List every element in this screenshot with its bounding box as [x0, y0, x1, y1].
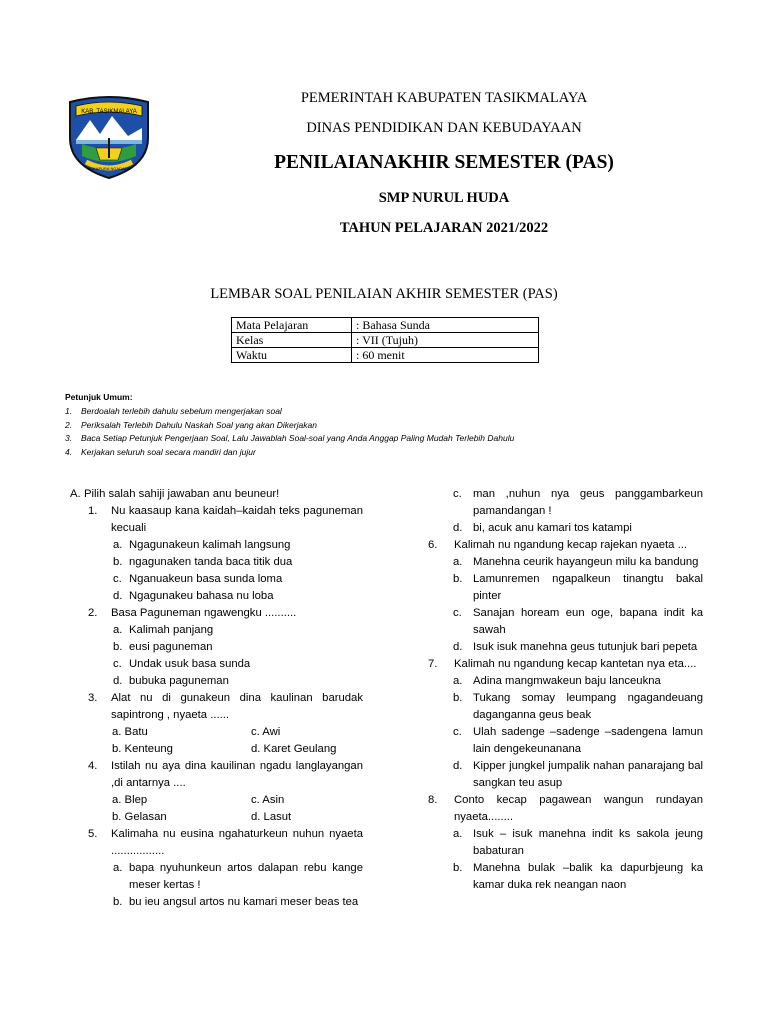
option-a: a. Isuk – isuk manehna indit ks sakola jeung babaturan — [453, 828, 703, 857]
exam-info-table — [231, 317, 539, 363]
option-a: a. Manehna ceurik hayangeun milu ka bandung — [453, 556, 699, 568]
option-b: b. ngagunaken tanda baca titik dua — [113, 556, 293, 568]
header-government: PEMERINTAH KABUPATEN TASIKMALAYA — [300, 90, 588, 106]
option-b: b. Manehna bulak –balik ka dapurbjeung ka kamar duka rek neangan naon — [453, 862, 703, 891]
question-4: 4. Istilah nu aya dina kauilinan ngadu langlayangan ,di antarnya .... — [88, 760, 363, 789]
info-row — [232, 333, 539, 348]
option-row: b. Kenteung d. Karet Geulang — [112, 743, 337, 755]
kabupaten-tasikmalaya-logo — [62, 94, 156, 180]
option-d: d. Kipper jungkel jumpalik nahan panarajang bal sangkan teu asup — [453, 760, 703, 789]
section-heading: A. Pilih salah sahiji jawaban anu beuneur! — [70, 488, 280, 500]
info-row — [232, 318, 539, 333]
info-value: : 60 menit — [352, 348, 539, 363]
instruction-item: 2. Periksalah Terlebih Dahulu Naskah Soal yang akan Dikerjakan — [65, 419, 317, 430]
question-3: 3. Alat nu di gunakeun dina kaulinan barudak sapintrong , nyaeta ...... — [88, 692, 363, 721]
option-row: b. Gelasan d. Lasut — [112, 811, 292, 823]
header-department: DINAS PENDIDIKAN DAN KEBUDAYAAN — [306, 120, 582, 136]
option-d: d. Ngagunakeu bahasa nu loba — [113, 590, 274, 602]
page-title: PENILAIANAKHIR SEMESTER (PAS) — [274, 152, 614, 173]
option-b: b. Tukang somay leumpang ngagandeuang daganganna geus beak — [453, 692, 703, 721]
option-a: a. Kalimah panjang — [113, 624, 214, 636]
info-key: Waktu — [232, 348, 352, 363]
questions-left-column — [60, 486, 363, 911]
option-a: a. Adina mangmwakeun baju lanceukna — [453, 675, 661, 687]
school-year: TAHUN PELAJARAN 2021/2022 — [339, 220, 549, 236]
question-2: 2. Basa Paguneman ngawengku .......... — [88, 607, 297, 619]
option-b: b. eusi paguneman — [113, 641, 213, 653]
question-8: 8. Conto kecap pagawean wangun rundayan nyaeta........ — [428, 794, 703, 823]
option-c: c. man ,nuhun nya geus panggambarkeun pamandangan ! — [453, 488, 703, 517]
option-b: b. bu ieu angsul artos nu kamari meser beas tea — [113, 896, 359, 908]
instruction-item: 4. Kerjakan seluruh soal secara mandiri dan jujur — [65, 446, 256, 457]
question-6: 6. Kalimah nu ngandung kecap rajekan nyaeta ... — [428, 539, 688, 551]
sheet-subtitle: LEMBAR SOAL PENILAIAN AKHIR SEMESTER (PAS) — [210, 286, 558, 302]
option-c: c. Ulah sadenge –sadenge –sadengena lamun lain dengekeunanana — [453, 726, 703, 755]
questions-right-column — [428, 486, 703, 894]
school-name: SMP NURUL HUDA — [378, 190, 510, 206]
option-d: d. bi, acuk anu kamari tos katampi — [453, 522, 632, 534]
svg-text:SUKAPURA NGADAUN: SUKAPURA NGADAUN — [87, 166, 131, 171]
info-row — [232, 348, 539, 363]
option-a: a. Ngagunakeun kalimah langsung — [113, 539, 291, 551]
option-a: a. bapa nyuhunkeun artos dalapan rebu kange meser kertas ! — [113, 862, 363, 891]
option-row: a. Blep c. Asin — [112, 794, 285, 806]
instructions-title: Petunjuk Umum: — [65, 392, 133, 402]
general-instructions — [65, 392, 514, 459]
info-value: : Bahasa Sunda — [352, 318, 539, 333]
option-d: d. bubuka paguneman — [113, 675, 229, 687]
question-1: 1. Nu kaasaup kana kaidah–kaidah teks paguneman kecuali — [88, 505, 363, 534]
option-c: c. Undak usuk basa sunda — [113, 658, 251, 670]
question-5: 5. Kalimaha nu eusina ngahaturkeun nuhun nyaeta ................. — [88, 828, 363, 857]
svg-text:KAB. TASIKMALAYA: KAB. TASIKMALAYA — [81, 109, 137, 115]
option-b: b. Lamunremen ngapalkeun tinangtu bakal pinter — [453, 573, 703, 602]
instruction-item: 3. Baca Setiap Petunjuk Pengerjaan Soal, Lalu Jawablah Soal-soal yang Anda Anggap Paling Mudah Terlebih Dahulu — [65, 433, 515, 443]
info-value: : VII (Tujuh) — [352, 333, 539, 348]
question-7: 7. Kalimah nu ngandung kecap kantetan nya eta.... — [428, 658, 697, 670]
option-c: c. Sanajan hoream eun oge, bapana indit ka sawah — [453, 607, 703, 636]
instruction-item: 1. Berdoalah terlebih dahulu sebelum mengerjakan soal — [65, 406, 282, 416]
info-key: Mata Pelajaran — [232, 318, 352, 333]
option-d: d. Isuk isuk manehna geus tutunjuk bari pepeta — [453, 641, 698, 653]
option-row: a. Batu c. Awi — [112, 726, 281, 738]
info-key: Kelas — [232, 333, 352, 348]
option-c: c. Nganuakeun basa sunda loma — [113, 573, 283, 585]
